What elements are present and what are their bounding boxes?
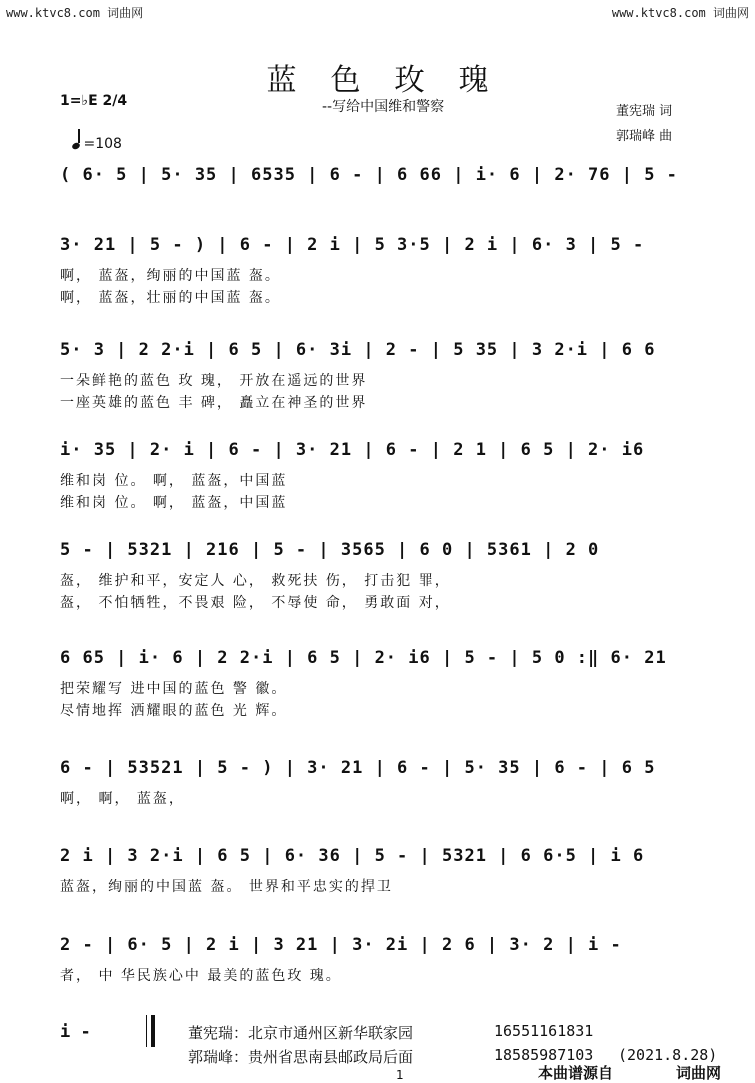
footer-phone-1: 16551161831 (494, 1022, 594, 1040)
notation-line: 2 - | 6· 5 | 2 i | 3 21 | 3· 2i | 2 6 | 3· 2 | i - (60, 935, 622, 955)
watermark-site: 词曲网 (676, 1064, 722, 1082)
watermark-source: 本曲谱源自 (538, 1064, 614, 1082)
footer-phone-2: 18585987103 (494, 1046, 594, 1064)
notation-line: 5· 3 | 2 2·i | 6 5 | 6· 3i | 2 - | 5 35 | 3 2·i | 6 6 (60, 340, 656, 360)
lyricist-credit: 董宪瑞 词 (616, 104, 673, 119)
lyric-line-1: 盔， 维护和平，安定人 心， 救死扶 伤， 打击犯 罪， (60, 573, 451, 589)
composer-credit: 郭瑞峰 曲 (616, 129, 673, 144)
lyric-line-1: 蓝盔，绚丽的中国蓝 盔。 世界和平忠实的捍卫 (60, 879, 393, 895)
lyric-line-2: 一座英雄的蓝色 丰 碑， 矗立在神圣的世界 (60, 395, 368, 411)
lyric-line-2: 尽情地挥 洒耀眼的蓝色 光 辉。 (60, 703, 288, 719)
footer-line-1 (188, 1022, 594, 1043)
lyric-line-2: 盔， 不怕牺牲，不畏艰 险， 不辱使 命， 勇敢面 对， (60, 595, 451, 611)
site-header-right: www.ktvc8.com 词曲网 (611, 6, 749, 20)
footer-date: (2021.8.28) (618, 1046, 718, 1064)
footer-contact-2: 郭瑞峰：贵州省思南县邮政局后面 (188, 1048, 414, 1066)
lyric-line-1: 啊， 啊， 蓝盔， (60, 791, 185, 807)
note-stem (78, 129, 80, 143)
footer-line-2 (188, 1046, 718, 1067)
page-number: 1 (396, 1068, 404, 1082)
notation-line: 2 i | 3 2·i | 6 5 | 6· 36 | 5 - | 5321 | 6 6·5 | i 6 (60, 846, 645, 866)
key-signature: 1=♭E 2/4 (60, 93, 128, 109)
song-subtitle: --写给中国维和警察 (322, 99, 445, 115)
lyric-line-1: 者， 中 华民族心中 最美的蓝色玫 瑰。 (60, 968, 342, 984)
notation-line: 6 65 | i· 6 | 2 2·i | 6 5 | 2· i6 | 5 - | 5 0 :‖ 6· 21 (60, 648, 667, 668)
lyric-line-1: 一朵鲜艳的蓝色 玫 瑰， 开放在遥远的世界 (60, 373, 368, 389)
notation-line: ( 6· 5 | 5· 35 | 6535 | 6 - | 6 66 | i· 6 | 2· 76 | 5 - (60, 165, 678, 185)
lyric-line-1: 把荣耀写 进中国的蓝色 警 徽。 (60, 681, 288, 697)
song-title: 蓝色玫瑰 (266, 63, 523, 98)
lyric-line-2: 啊， 蓝盔，壮丽的中国蓝 盔。 (60, 290, 281, 306)
site-header-left: www.ktvc8.com 词曲网 (6, 6, 144, 20)
tempo-value: =108 (83, 136, 122, 152)
notation-line: 3· 21 | 5 - ) | 6 - | 2 i | 5 3·5 | 2 i | 6· 3 | 5 - (60, 235, 645, 255)
notation-line: i· 35 | 2· i | 6 - | 3· 21 | 6 - | 2 1 | 6 5 | 2· i6 (60, 440, 645, 460)
notation-line: 5 - | 5321 | 216 | 5 - | 3565 | 6 0 | 5361 | 2 0 (60, 540, 600, 560)
lyric-line-1: 维和岗 位。 啊， 蓝盔，中国蓝 (60, 473, 288, 489)
ending-note: i - (60, 1022, 91, 1042)
lyric-line-1: 啊， 蓝盔，绚丽的中国蓝 盔。 (60, 268, 281, 284)
lyric-line-2: 维和岗 位。 啊， 蓝盔，中国蓝 (60, 495, 288, 511)
notation-line: 6 - | 53521 | 5 - ) | 3· 21 | 6 - | 5· 35 | 6 - | 6 5 (60, 758, 656, 778)
final-barline (146, 1015, 155, 1047)
tempo-marking (72, 134, 122, 152)
footer-contact-1: 董宪瑞：北京市通州区新华联家园 (188, 1024, 414, 1042)
